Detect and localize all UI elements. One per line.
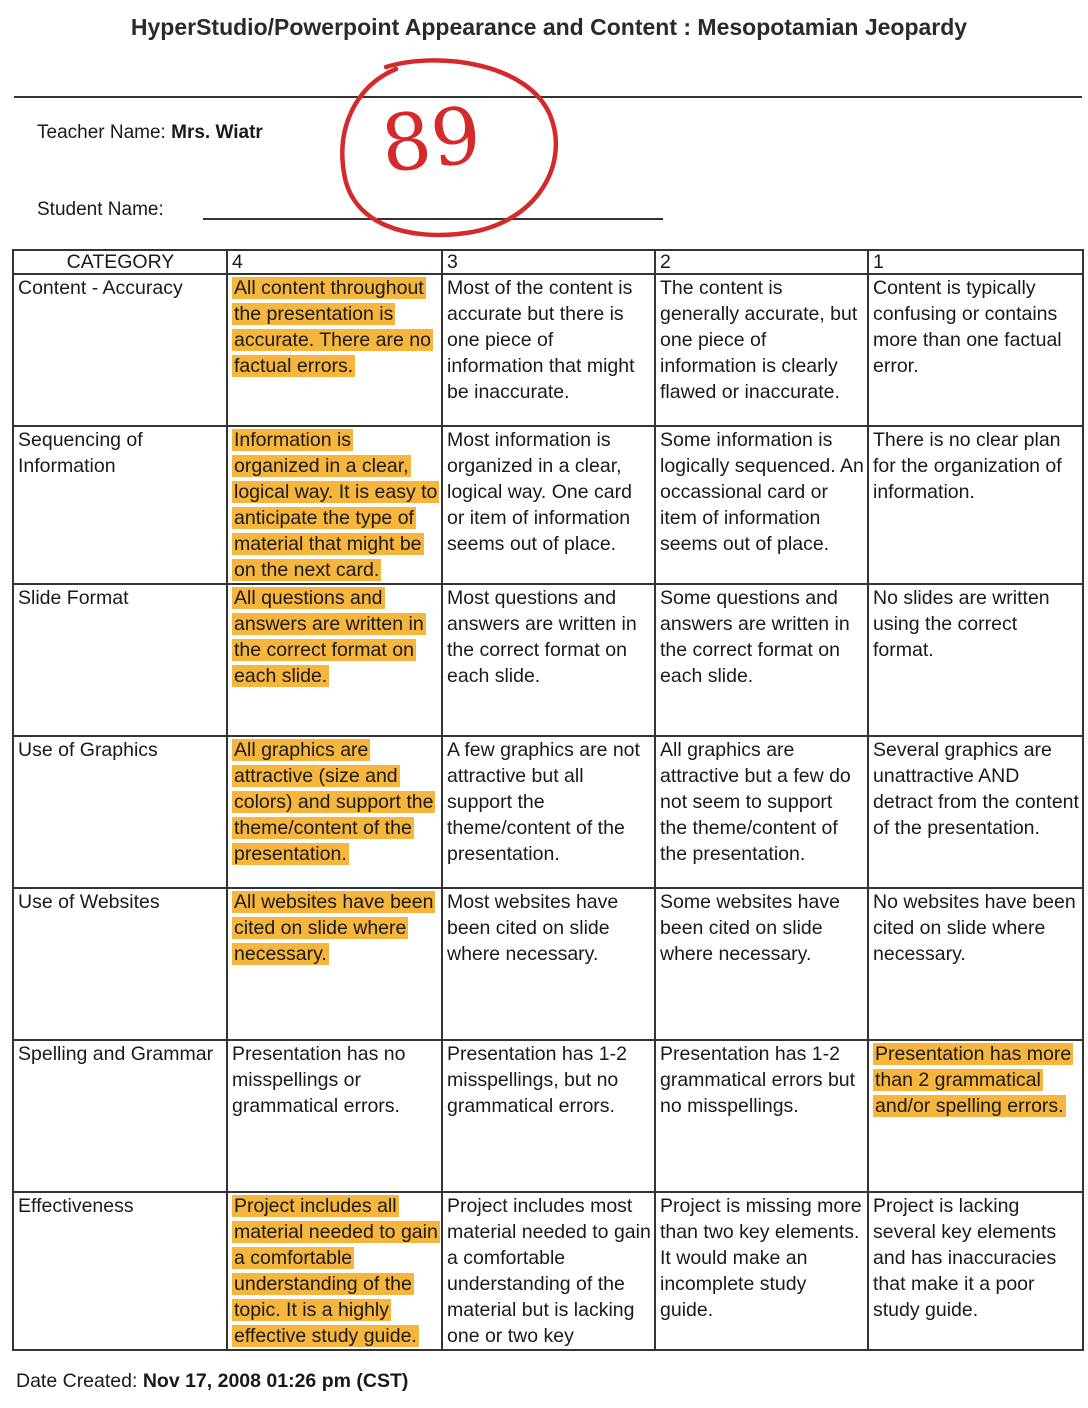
rubric-cell: Some information is logically sequenced. An occassional card or item of information seems out of place.	[655, 426, 868, 584]
rubric-cell	[227, 426, 442, 584]
highlighted-criterion: Information is organized in a clear, logical way. It is easy to anticipate the type of material that might be on the next card.	[234, 429, 438, 581]
row-category: Effectiveness	[13, 1192, 227, 1350]
rubric-cell: Most websites have been cited on slide where necessary.	[442, 888, 655, 1040]
rubric-cell: Project is missing more than two key elements. It would make an incomplete study guide.	[655, 1192, 868, 1350]
grade-value: 89	[377, 90, 486, 191]
rubric-cell: All graphics are attractive but a few do not seem to support the theme/content of the presentation.	[655, 736, 868, 888]
rubric-cell: Project is lacking several key elements and has inaccuracies that make it a poor study guide.	[868, 1192, 1083, 1350]
page-title: HyperStudio/Powerpoint Appearance and Content : Mesopotamian Jeopardy	[130, 14, 968, 40]
row-category: Use of Websites	[13, 888, 227, 1040]
row-category: Slide Format	[13, 584, 227, 736]
rubric-cell	[868, 1040, 1083, 1192]
rubric-header-row	[13, 250, 1083, 274]
rubric-cell: Most information is organized in a clear, logical way. One card or item of information seems out of place.	[442, 426, 655, 584]
rubric-cell: Presentation has no misspellings or grammatical errors.	[227, 1040, 442, 1192]
row-category: Use of Graphics	[13, 736, 227, 888]
rubric-cell: Project includes most material needed to gain a comfortable understanding of the material but is lacking one or two key	[442, 1192, 655, 1350]
rubric-cell	[227, 888, 442, 1040]
rubric-cell: No slides are written using the correct format.	[868, 584, 1083, 736]
student-label: Student Name:	[37, 199, 164, 220]
rubric-cell: Most of the content is accurate but there is one piece of information that might be inaccurate.	[442, 274, 655, 426]
rubric-cell	[227, 1192, 442, 1350]
rubric-cell: No websites have been cited on slide where necessary.	[868, 888, 1083, 1040]
rubric-row	[13, 584, 1083, 736]
rubric-cell: Some websites have been cited on slide where necessary.	[655, 888, 868, 1040]
rubric-row	[13, 1192, 1083, 1350]
highlighted-criterion: All graphics are attractive (size and colors) and support the theme/content of the presentation.	[234, 739, 434, 865]
rubric-cell	[227, 584, 442, 736]
rubric-row	[13, 1040, 1083, 1192]
highlighted-criterion: Project includes all material needed to gain a comfortable understanding of the topic. It is a highly effective study guide.	[234, 1195, 438, 1347]
highlighted-criterion: All content throughout the presentation is accurate. There are no factual errors.	[234, 277, 431, 377]
teacher-line	[37, 122, 263, 144]
rubric-cell: The content is generally accurate, but one piece of information is clearly flawed or inaccurate.	[655, 274, 868, 426]
date-created	[16, 1370, 408, 1393]
highlighted-criterion: All websites have been cited on slide where necessary.	[234, 891, 434, 965]
row-category: Spelling and Grammar	[13, 1040, 227, 1192]
rubric-cell: Some questions and answers are written in the correct format on each slide.	[655, 584, 868, 736]
column-header-score-1: 1	[868, 250, 1083, 274]
rubric-cell: Presentation has 1-2 grammatical errors but no misspellings.	[655, 1040, 868, 1192]
date-value: Nov 17, 2008 01:26 pm (CST)	[142, 1370, 409, 1392]
rubric-row	[13, 736, 1083, 888]
teacher-label: Teacher Name:	[37, 122, 166, 143]
rubric-cell: Presentation has 1-2 misspellings, but no grammatical errors.	[442, 1040, 655, 1192]
rubric-row	[13, 426, 1083, 584]
column-header-category: CATEGORY	[13, 250, 227, 274]
rubric-cell: There is no clear plan for the organization of information.	[868, 426, 1083, 584]
rubric-row	[13, 888, 1083, 1040]
rubric-table	[12, 249, 1084, 1351]
rubric-cell	[227, 736, 442, 888]
row-category: Content - Accuracy	[13, 274, 227, 426]
rubric-cell	[227, 274, 442, 426]
highlighted-criterion: Presentation has more than 2 grammatical and/or spelling errors.	[875, 1043, 1072, 1117]
rubric-cell: A few graphics are not attractive but all support the theme/content of the presentation.	[442, 736, 655, 888]
date-label: Date Created:	[16, 1370, 138, 1392]
column-header-score-3: 3	[442, 250, 655, 274]
handwritten-grade	[338, 55, 568, 240]
rubric-cell: Most questions and answers are written in the correct format on each slide.	[442, 584, 655, 736]
row-category: Sequencing of Information	[13, 426, 227, 584]
rubric-cell: Several graphics are unattractive AND detract from the content of the presentation.	[868, 736, 1083, 888]
column-header-score-2: 2	[655, 250, 868, 274]
highlighted-criterion: All questions and answers are written in the correct format on each slide.	[234, 587, 424, 687]
teacher-name: Mrs. Wiatr	[171, 122, 263, 143]
column-header-score-4: 4	[227, 250, 442, 274]
rubric-cell: Content is typically confusing or contains more than one factual error.	[868, 274, 1083, 426]
rubric-row	[13, 274, 1083, 426]
